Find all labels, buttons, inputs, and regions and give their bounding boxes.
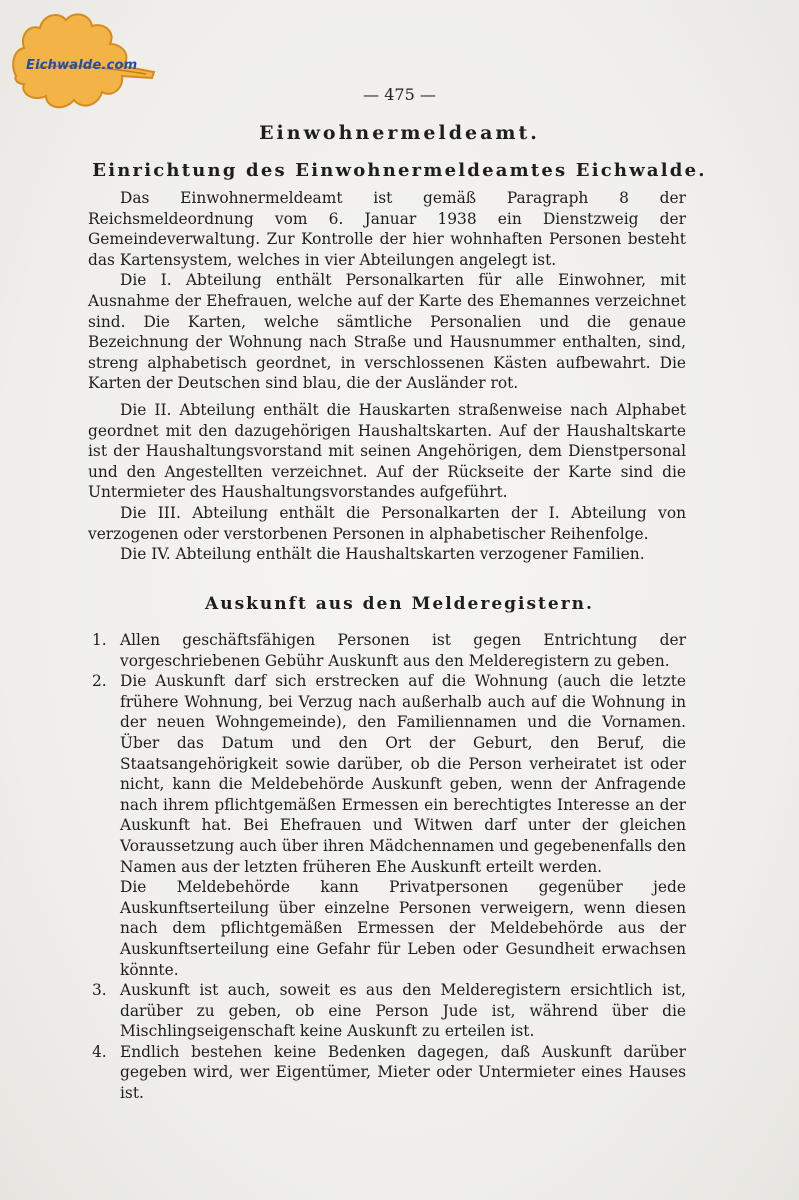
item-text: Auskunft ist auch, soweit es aus den Melderegistern ersichtlich ist, darüber zu geben, ob eine Person Jude ist, während über die Mischlingseigenschaft keine Auskunft zu erteilen ist. [120, 981, 686, 1041]
list-item [88, 980, 686, 1042]
page-number: — 475 — [363, 85, 436, 104]
intro-body [88, 188, 686, 565]
list-item [88, 671, 686, 980]
item-number: 1. [92, 631, 107, 649]
numbered-list [88, 630, 686, 1104]
paragraph: Die I. Abteilung enthält Personalkarten für alle Einwohner, mit Ausnahme der Ehefrauen, welche auf der Karte des Ehemannes verzeichnet sind. Die Karten, welche sämtliche Personalien und die genaue Bezeichnung der Wohnung nach Straße und Hausnummer enthalten, sind, streng alphabetisch geordnet, in verschlossenen Kästen aufbewahrt. Die Karten der Deutschen sind blau, die der Ausländer rot. [88, 271, 686, 393]
page-subtitle: Einrichtung des Einwohnermeldeamtes Eichwalde. [92, 160, 707, 181]
paragraph: Die II. Abteilung enthält die Hauskarten straßenweise nach Alphabet geordnet mit den dazugehörigen Haushaltskarten. Auf der Haushaltskarte ist der Haushaltungsvorstand mit seinen Angehörigen, dem Dienstpersonal und den Angestellten verzeichnet. Auf der Rückseite der Karte sind die Untermieter des Haushaltungsvorstandes aufgeführt. [88, 400, 686, 502]
item-number: 4. [92, 1042, 107, 1061]
paragraph: Die IV. Abteilung enthält die Haushaltskarten verzogener Familien. [120, 545, 645, 564]
list-item [88, 630, 686, 671]
item-text: Allen geschäftsfähigen Personen ist gegen Entrichtung der vorgeschriebenen Gebühr Auskunft aus den Melderegistern zu geben. [120, 631, 686, 670]
paragraph: Die III. Abteilung enthält die Personalkarten der I. Abteilung von verzogenen oder verstorbenen Personen in alphabetischer Reihenfolge. [88, 503, 686, 543]
page-title: Einwohnermeldeamt. [259, 122, 540, 144]
item-text: Die Auskunft darf sich erstrecken auf die Wohnung (auch die letzte frühere Wohnung, bei Verzug nach außerhalb auch auf die Wohnung in der neuen Wohngemeinde), den Familiennamen und die Vornamen. Über das Datum und den Ort der Geburt, den Beruf, die Staatsangehörigkeit sowie darüber, ob die Person verheiratet ist oder nicht, kann die Meldebehörde Auskunft geben, wenn der Anfragende nach ihrem pflichtgemäßen Ermessen ein berechtigtes Interesse an der Auskunft hat. Bei Ehefrauen und Witwen darf unter der gleichen Voraussetzung auch über ihren Mädchennamen und gegebenenfalls den Namen aus der letzten früheren Ehe Auskunft erteilt werden. [120, 672, 686, 876]
item-number: 2. [92, 672, 107, 691]
item-text-continued: Die Meldebehörde kann Privatpersonen gegenüber jede Auskunftserteilung über einzelne Personen verweigern, wenn diesen nach dem pflichtgemäßen Ermessen der Meldebehörde aus der Auskunftserteilung eine Gefahr für Leben oder Gesundheit erwachsen könnte. [120, 878, 686, 979]
logo-text: Eichwalde.com [26, 58, 138, 73]
section-heading: Auskunft aus den Melderegistern. [205, 594, 594, 614]
list-item [88, 1042, 686, 1104]
item-text: Endlich bestehen keine Bedenken dagegen, daß Auskunft darüber gegeben wird, wer Eigentümer, Mieter oder Untermieter eines Hauses ist. [120, 1042, 686, 1103]
item-number: 3. [92, 981, 107, 1000]
paragraph: Das Einwohnermeldeamt ist gemäß Paragraph 8 der Reichsmeldeordnung vom 6. Januar 1938 ein Dienstzweig der Gemeindeverwaltung. Zur Kontrolle der hier wohnhaften Personen besteht das Kartensystem, welches in vier Abteilungen angelegt ist. [88, 189, 686, 269]
